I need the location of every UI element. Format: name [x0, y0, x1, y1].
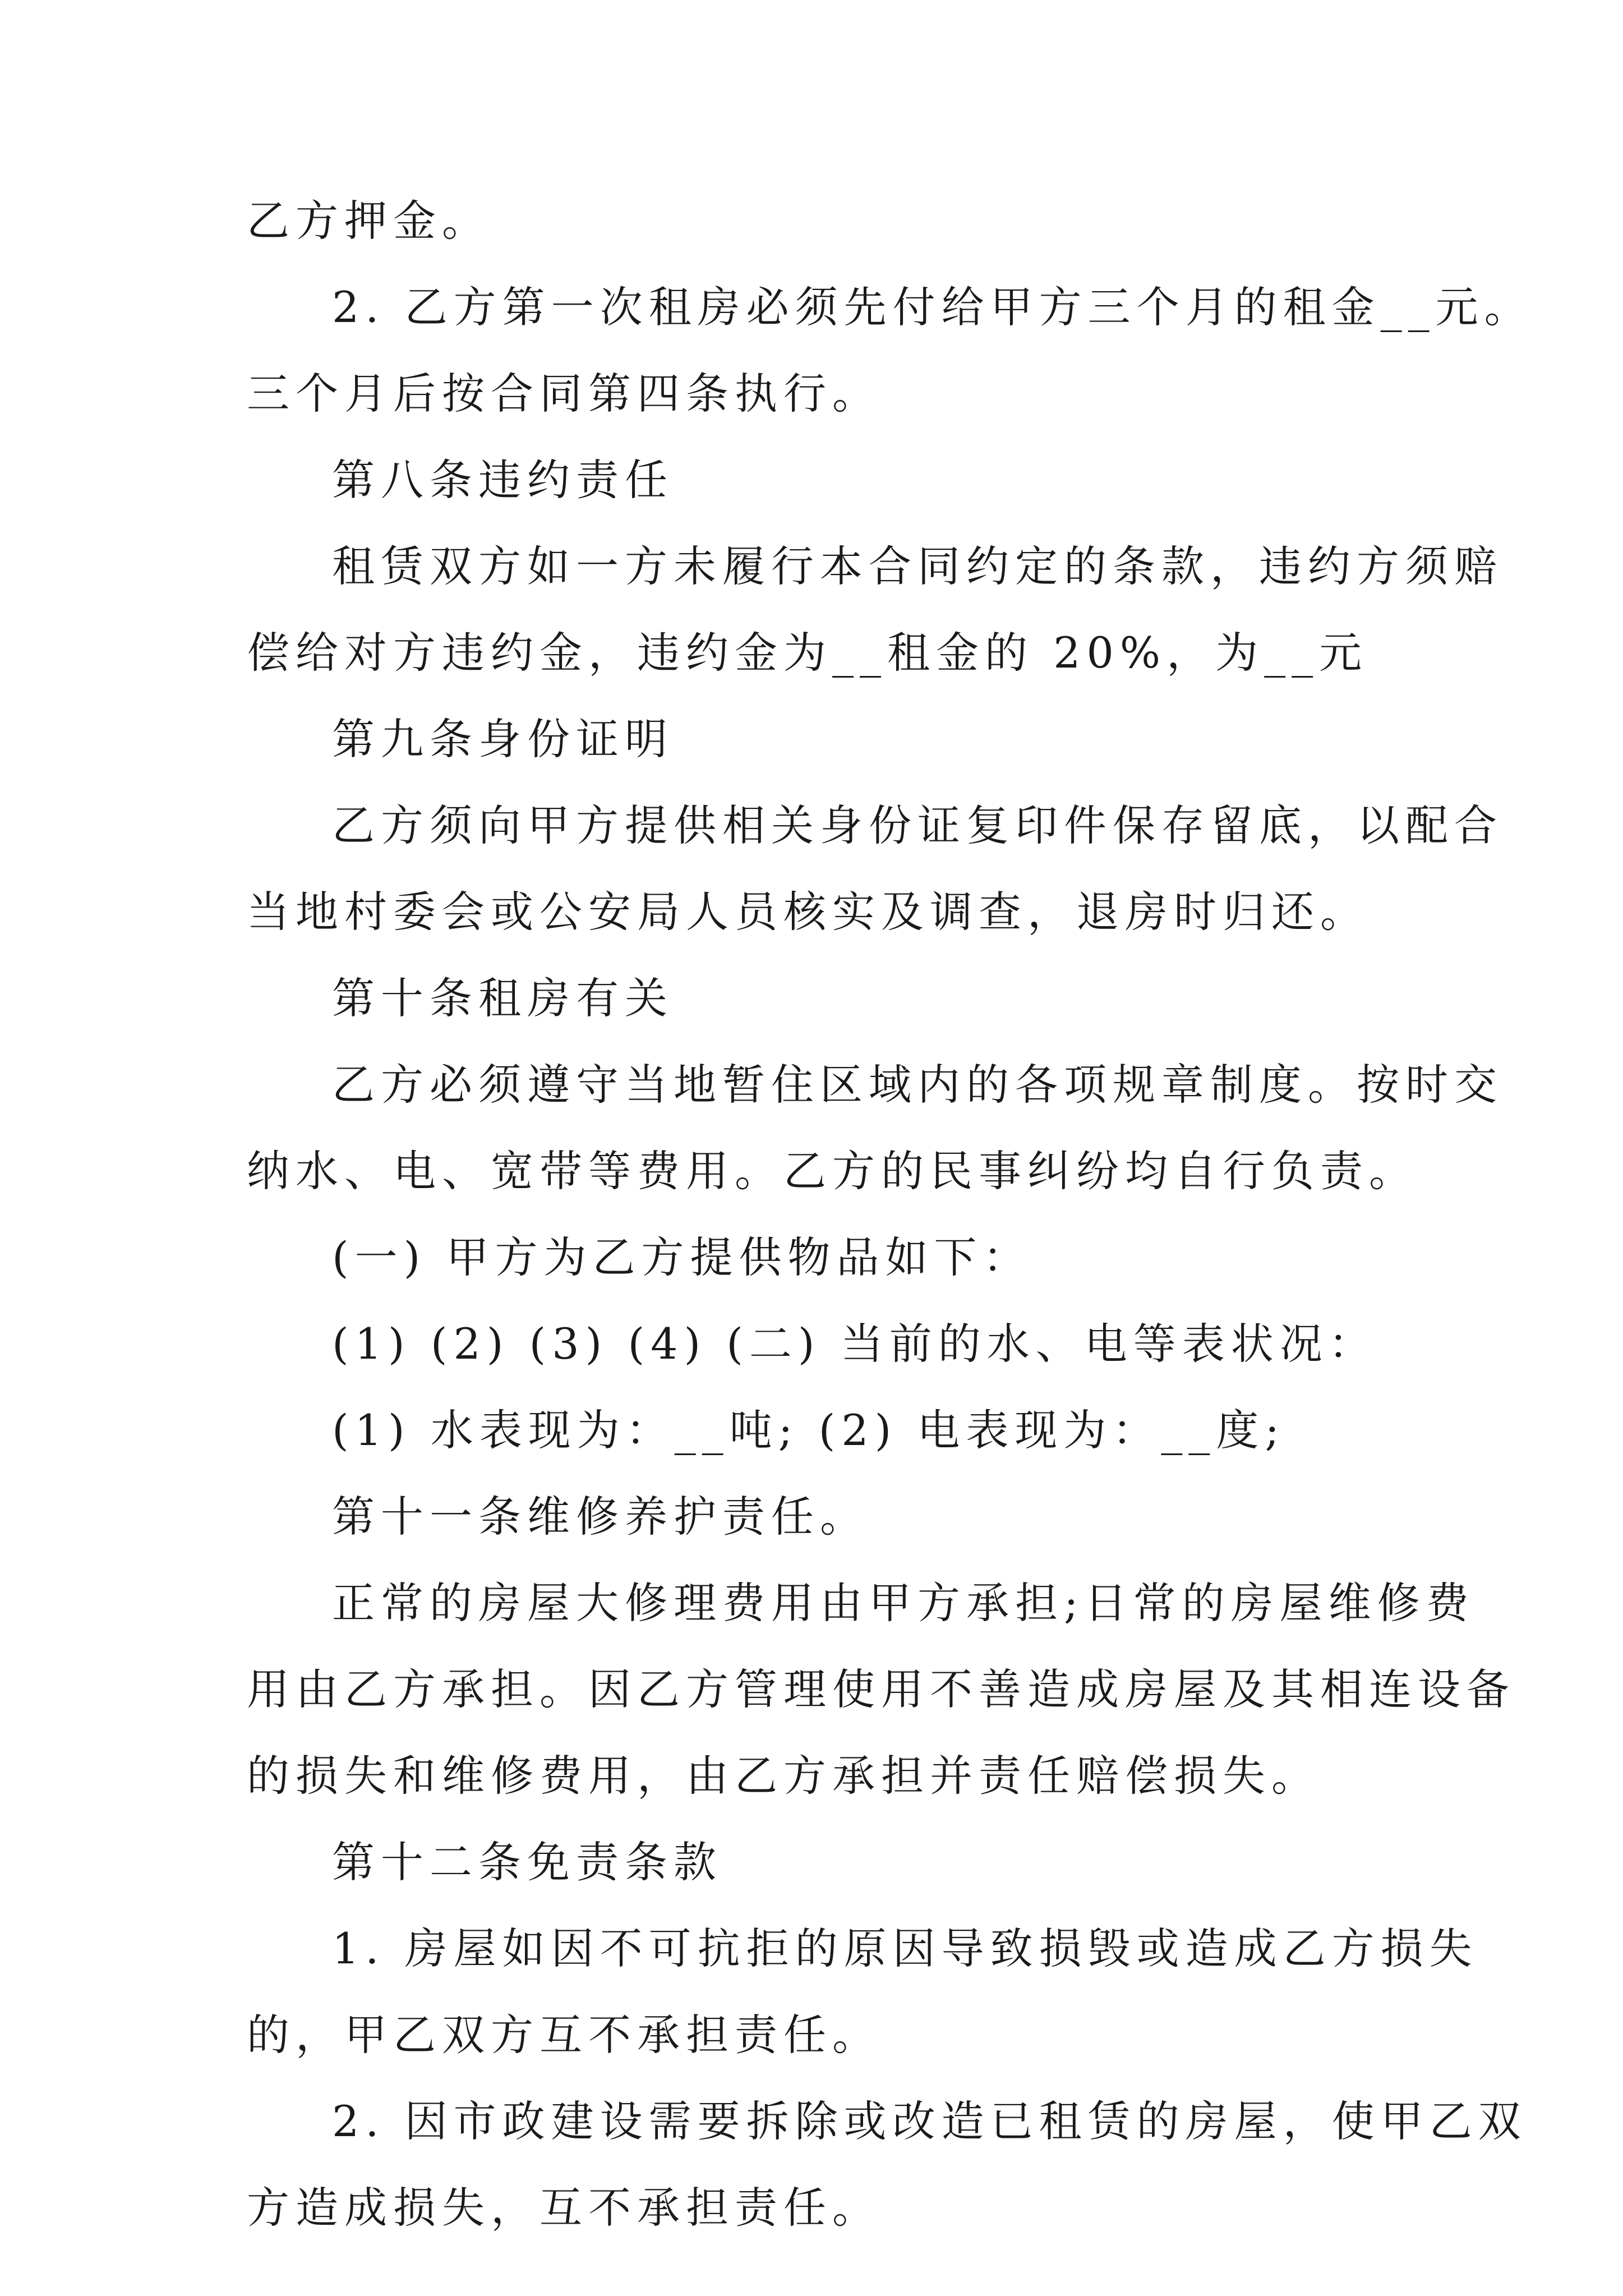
paragraph-line: 当地村委会或公安局人员核实及调查，退房时归还。 [247, 887, 1369, 937]
section-heading: 第十条租房有关 [332, 973, 674, 1023]
section-heading: 第十二条免责条款 [332, 1837, 722, 1887]
paragraph-line: 正常的房屋大修理费用由甲方承担;日常的房屋维修费 [332, 1578, 1475, 1628]
paragraph-line: (1) 水表现为：__吨; (2) 电表现为：__度; [332, 1405, 1285, 1455]
paragraph-line: 租赁双方如一方未履行本合同约定的条款，违约方须赔 [332, 541, 1503, 591]
paragraph-line: (1) (2) (3) (4) (二) 当前的水、电等表状况： [332, 1319, 1377, 1369]
paragraph-line: 1. 房屋如因不可抗拒的原因导致损毁或造成乙方损失 [332, 1924, 1478, 1973]
paragraph-line: 的损失和维修费用，由乙方承担并责任赔偿损失。 [247, 1751, 1320, 1801]
section-heading: 第十一条维修养护责任。 [332, 1492, 869, 1542]
paragraph-line: 2. 乙方第一次租房必须先付给甲方三个月的租金__元。 [332, 282, 1533, 332]
paragraph-line: 乙方必须遵守当地暂住区域内的各项规章制度。按时交 [332, 1060, 1503, 1110]
paragraph-line: 2. 因市政建设需要拆除或改造已租赁的房屋，使甲乙双 [332, 2096, 1527, 2146]
paragraph-line: 偿给对方违约金，违约金为__租金的 20%，为__元 [247, 628, 1368, 678]
paragraph-line: 乙方押金。 [247, 196, 491, 246]
paragraph-line: 方造成损失，互不承担责任。 [247, 2183, 881, 2233]
section-heading: 第八条违约责任 [332, 455, 674, 505]
paragraph-line: 的，甲乙双方互不承担责任。 [247, 2010, 881, 2060]
section-heading: 第九条身份证明 [332, 714, 674, 764]
document-body [247, 196, 1533, 2271]
paragraph-line: 纳水、电、宽带等费用。乙方的民事纠纷均自行负责。 [247, 1146, 1418, 1196]
paragraph-line: 三个月后按合同第四条执行。 [247, 369, 881, 418]
paragraph-line: 用由乙方承担。因乙方管理使用不善造成房屋及其相连设备 [247, 1664, 1515, 1714]
paragraph-line: (一) 甲方为乙方提供物品如下： [332, 1232, 1032, 1282]
paragraph-line: 乙方须向甲方提供相关身份证复印件保存留底，以配合 [332, 800, 1503, 850]
